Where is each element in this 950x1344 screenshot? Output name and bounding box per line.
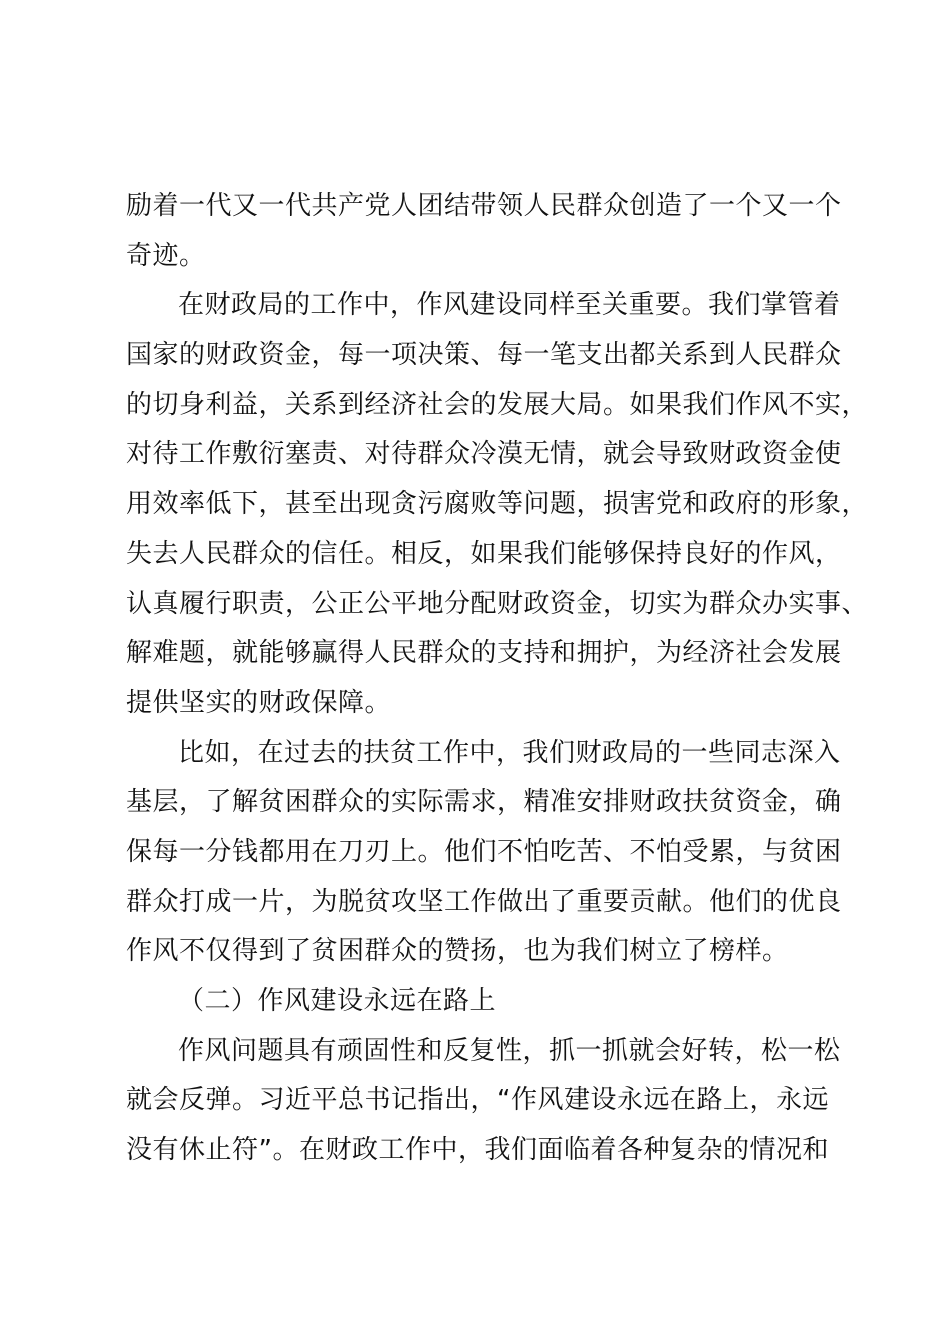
text-line: 基层，了解贫困群众的实际需求，精准安排财政扶贫资金，确 [126,787,842,818]
text-line: 没有休止符”。在财政工作中，我们面临着各种复杂的情况和 [126,1135,829,1166]
text-line: 奇迹。 [126,240,206,271]
text-line: 作风不仅得到了贫困群众的赞扬，也为我们树立了榜样。 [126,936,789,967]
text-line: 认真履行职责，公正公平地分配财政资金，切实为群众办实事、 [126,588,869,619]
text-line: 国家的财政资金，每一项决策、每一笔支出都关系到人民群众 [126,340,842,371]
text-line: 对待工作敷衍塞责、对待群众冷漠无情，就会导致财政资金使 [126,439,842,470]
text-line: 群众打成一片，为脱贫攻坚工作做出了重要贡献。他们的优良 [126,886,842,917]
section-heading: （二）作风建设永远在路上 [178,986,497,1016]
text-line: 的切身利益，关系到经济社会的发展大局。如果我们作风不实， [126,389,869,420]
text-line: 就会反弹。习近平总书记指出，“作风建设永远在路上，永远 [126,1085,829,1116]
text-line: 解难题，就能够赢得人民群众的支持和拥护，为经济社会发展 [126,638,842,669]
text-line: 励着一代又一代共产党人团结带领人民群众创造了一个又一个 [126,191,842,221]
document-body [126,182,869,1176]
paragraph-start-line: 在财政局的工作中，作风建设同样至关重要。我们掌管着 [178,290,841,321]
paragraph-start-line: 作风问题具有顽固性和反复性，抓一抓就会好转，松一松 [178,1035,841,1066]
text-line: 失去人民群众的信任。相反，如果我们能够保持良好的作风， [126,538,842,569]
paragraph-start-line: 比如，在过去的扶贫工作中，我们财政局的一些同志深入 [178,737,841,768]
text-line: 用效率低下，甚至出现贪污腐败等问题，损害党和政府的形象， [126,489,869,520]
text-line: 保每一分钱都用在刀刃上。他们不怕吃苦、不怕受累，与贫困 [126,836,842,867]
text-line: 提供坚实的财政保障。 [126,687,392,718]
